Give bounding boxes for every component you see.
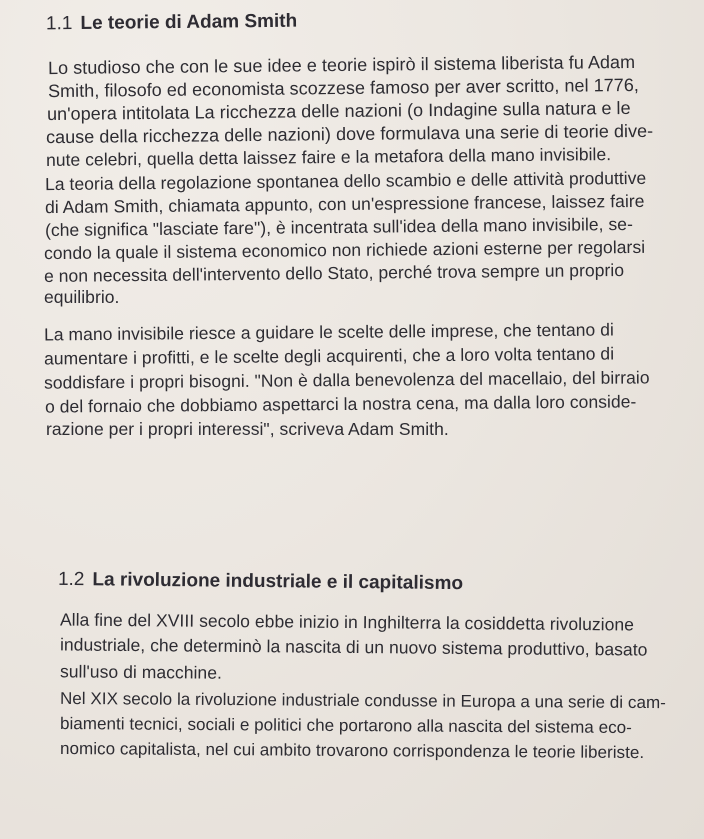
text-line: biamenti tecnici, sociali e politici che portarono alla nascita del sistema eco-: [59, 714, 632, 737]
text-line: Lo studioso che con le sue idee e teorie ispirò il sistema liberista fu Adam: [47, 51, 636, 79]
text-line: (che significa "lasciate fare"), è incentrata sull'idea della mano invisibile, se-: [44, 213, 634, 241]
section-number: 1.1: [45, 13, 73, 35]
text-line: cause della ricchezza delle nazioni) dove formulava una serie di teorie dive-: [45, 120, 654, 148]
text-line: La mano invisibile riesce a guidare le scelte delle imprese, che tentano di: [43, 319, 614, 345]
text-line: Alla fine del XVIII secolo ebbe inizio in Inghilterra la cosiddetta rivoluzione: [59, 609, 635, 635]
text-line: industriale, che determinò la nascita di un nuovo sistema produttivo, basato: [59, 634, 648, 660]
text-line: un'opera intitolata La ricchezza delle nazioni (o Indagine sulla natura e le: [46, 97, 631, 125]
section-title: La rivoluzione industriale e il capitalismo: [92, 569, 464, 595]
section-number: 1.2: [57, 568, 85, 591]
section-heading: [58, 569, 463, 595]
text-line: La teoria della regolazione spontanea dello scambio e delle attività produttive: [44, 167, 647, 195]
text-line: nute celebri, quella detta laissez faire e la metafora della mano invisibile.: [45, 144, 612, 170]
text-line: e non necessita dell'intervento dello Stato, perché trova sempre un proprio: [43, 259, 625, 287]
text-line: equilibrio.: [44, 287, 120, 307]
section-title: Le teorie di Adam Smith: [80, 10, 298, 34]
text-line: Smith, filosofo ed economista scozzese famoso per aver scritto, nel 1776,: [47, 74, 640, 102]
text-line: di Adam Smith, chiamata appunto, con un'espressione francese, laissez faire: [44, 190, 645, 218]
text-line: Nel XIX secolo la rivoluzione industriale condusse in Europa a una serie di cam-: [59, 688, 666, 713]
text-line: o del fornaio che dobbiamo aspettarci la nostra cena, ma dalla loro conside-: [44, 391, 637, 417]
section-heading: [46, 11, 297, 36]
text-line: nomico capitalista, nel cui ambito trovarono corrispondenza le teorie liberiste.: [59, 738, 645, 763]
text-line: razione per i propri interessi", scriveva Adam Smith.: [46, 419, 449, 439]
text-line: soddisfare i propri bisogni. "Non è dalla benevolenza del macellaio, del birraio: [43, 367, 650, 393]
text-line: condo la quale il sistema economico non richiede azioni esterne per regolarsi: [43, 236, 646, 264]
text-line: sull'uso di macchine.: [59, 661, 223, 683]
text-line: aumentare i profitti, e le scelte degli acquirenti, che a loro volta tentano di: [43, 343, 615, 369]
